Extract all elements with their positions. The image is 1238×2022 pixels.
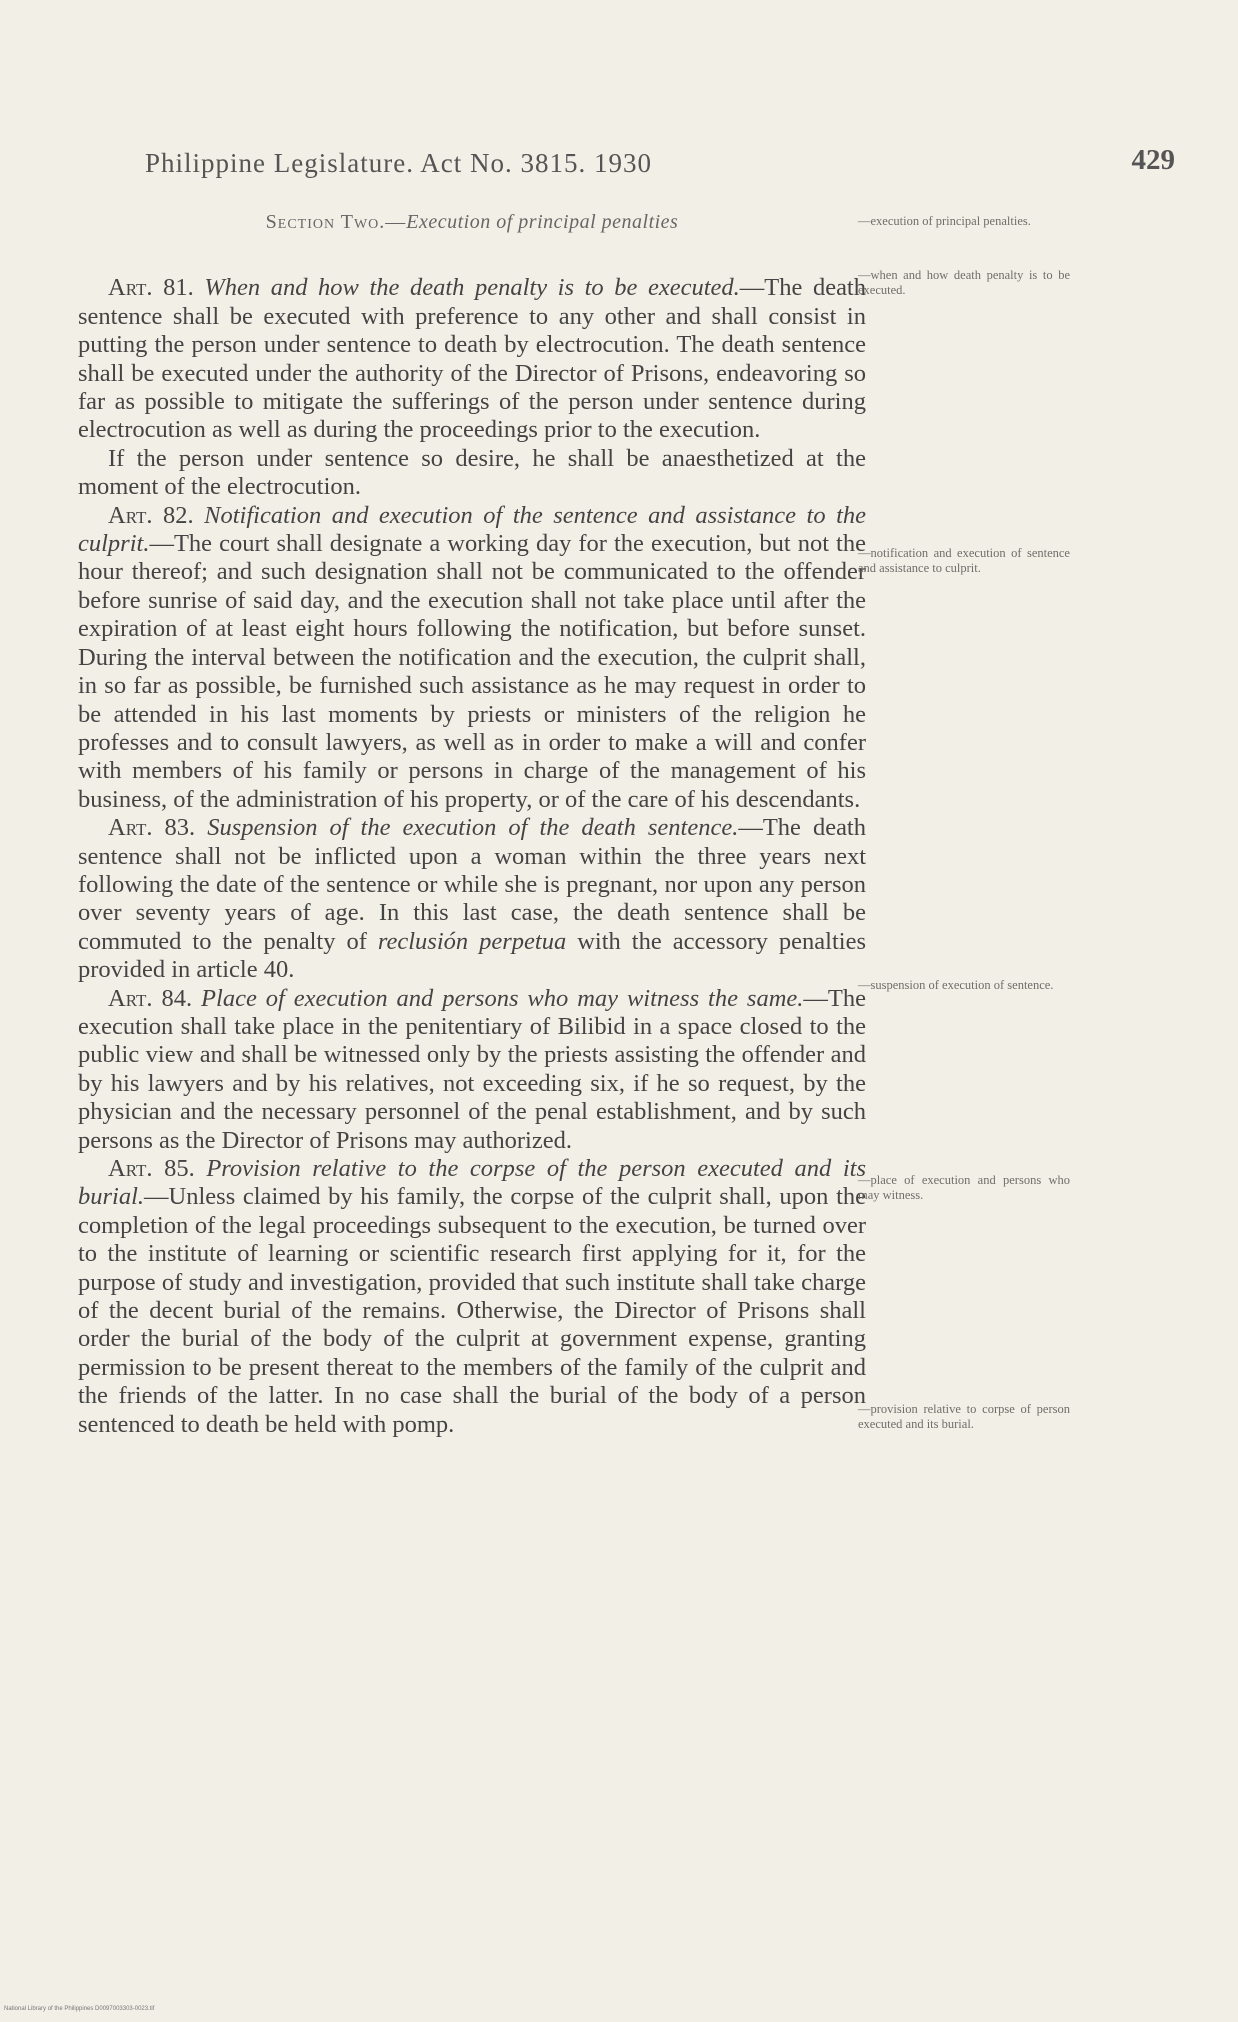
article-title: Place of execution and persons who may witness the same. — [201, 984, 804, 1012]
article-82 — [78, 502, 866, 814]
section-lead: Section Two.— — [265, 211, 407, 233]
page-number: 429 — [1131, 144, 1175, 176]
scan-credit: National Library of the Philippines D0097003303-0023.tif — [4, 2006, 155, 2012]
article-text: If the person under sentence so desire, he shall be anaesthetized at the moment of the electrocution. — [78, 444, 866, 501]
section-heading — [78, 208, 866, 236]
margin-note: —when and how death penalty is to be executed. — [858, 268, 1070, 297]
section-title: Execution of principal penalties — [406, 211, 679, 233]
article-81-paragraph-2 — [78, 445, 866, 502]
article-title: Suspension of the execution of the death sentence. — [207, 814, 739, 842]
article-text: —The execution shall take place in the penitentiary of Bilibid in a space closed to the public view and shall be witnessed only by the priests assisting the offender and by his lawyers and by his relatives, not exceeding six, if he so request, by the physician and the necessary personnel of the penal establishment, and by such persons as the Director of Prisons may authorized. — [78, 984, 866, 1154]
article-text-italic: reclusión perpetua — [377, 927, 567, 955]
article-text: —Unless claimed by his family, the corpse of the culprit shall, upon the completion of the legal proceedings subsequent to the execution, be turned over to the institute of learning or scientific research first applying for it, for the purpose of study and investigation, provided that such institute shall take charge of the decent burial of the remains. Otherwise, the Director of Prisons shall order the burial of the body of the culprit at government expense, granting permission to be present thereat to the members of the family of the culprit and the friends of the latter. In no case shall the burial of the body of a person sentenced to death be held with pomp. — [78, 1183, 866, 1438]
margin-note: —execution of principal penalties. — [858, 214, 1031, 228]
article-text: with the accessory penalties provided in article 40. — [78, 927, 866, 984]
header-title: Philippine Legislature. Act No. 3815. 1930 — [145, 148, 652, 178]
margin-note: —notification and execution of sentence and assistance to culprit. — [858, 546, 1070, 575]
article-title: When and how the death penalty is to be executed. — [204, 274, 740, 302]
article-title: Notification and execution of the sentence and assistance to the culprit. — [78, 501, 866, 558]
article-81 — [78, 274, 866, 444]
article-text: —The court shall designate a working day for the execution, but not the hour thereof; and such designation shall not be communicated to the offender before sunrise of said day, and the execution shall not take place until after the expiration of at least eight hours following the notification, but before sunset. During the interval between the notification and the execution, the culprit shall, in so far as possible, be furnished such assistance as he may request in order to be attended in his last moments by priests or ministers of the religion he professes and to consult lawyers, as well as in order to make a will and confer with members of his family or persons in charge of the management of his business, of the administration of his property, or of the care of his descendants. — [78, 530, 866, 813]
article-text: —The death sentence shall be executed with preference to any other and shall consist in putting the person under sentence to death by electrocution. The death sentence shall be executed under the authority of the Director of Prisons, endeavoring so far as possible to mitigate the sufferings of the person under sentence during electrocution as well as during the proceedings prior to the execution. — [78, 274, 866, 444]
article-number: Art. 83. — [108, 814, 196, 842]
article-number: Art. 82. — [108, 501, 194, 529]
article-number: Art. 85. — [108, 1155, 195, 1182]
margin-note: —provision relative to corpse of person executed and its burial. — [858, 1402, 1070, 1431]
article-number: Art. 81. — [108, 274, 194, 302]
article-84 — [78, 985, 866, 1155]
running-header — [145, 144, 1175, 188]
body-text — [78, 208, 866, 1439]
article-text: —The death sentence shall not be inflicted upon a woman within the three years next following the date of the sentence or while she is pregnant, nor upon any person over seventy years of age. In this last case, the death sentence shall be commuted to the penalty of — [78, 814, 866, 955]
margin-note: —place of execution and persons who may witness. — [858, 1173, 1070, 1202]
article-85 — [78, 1155, 866, 1439]
article-title: Provision relative to the corpse of the person executed and its burial. — [78, 1155, 866, 1211]
article-83 — [78, 814, 866, 984]
article-number: Art. 84. — [108, 984, 193, 1012]
margin-note: —suspension of execution of sentence. — [858, 978, 1054, 992]
